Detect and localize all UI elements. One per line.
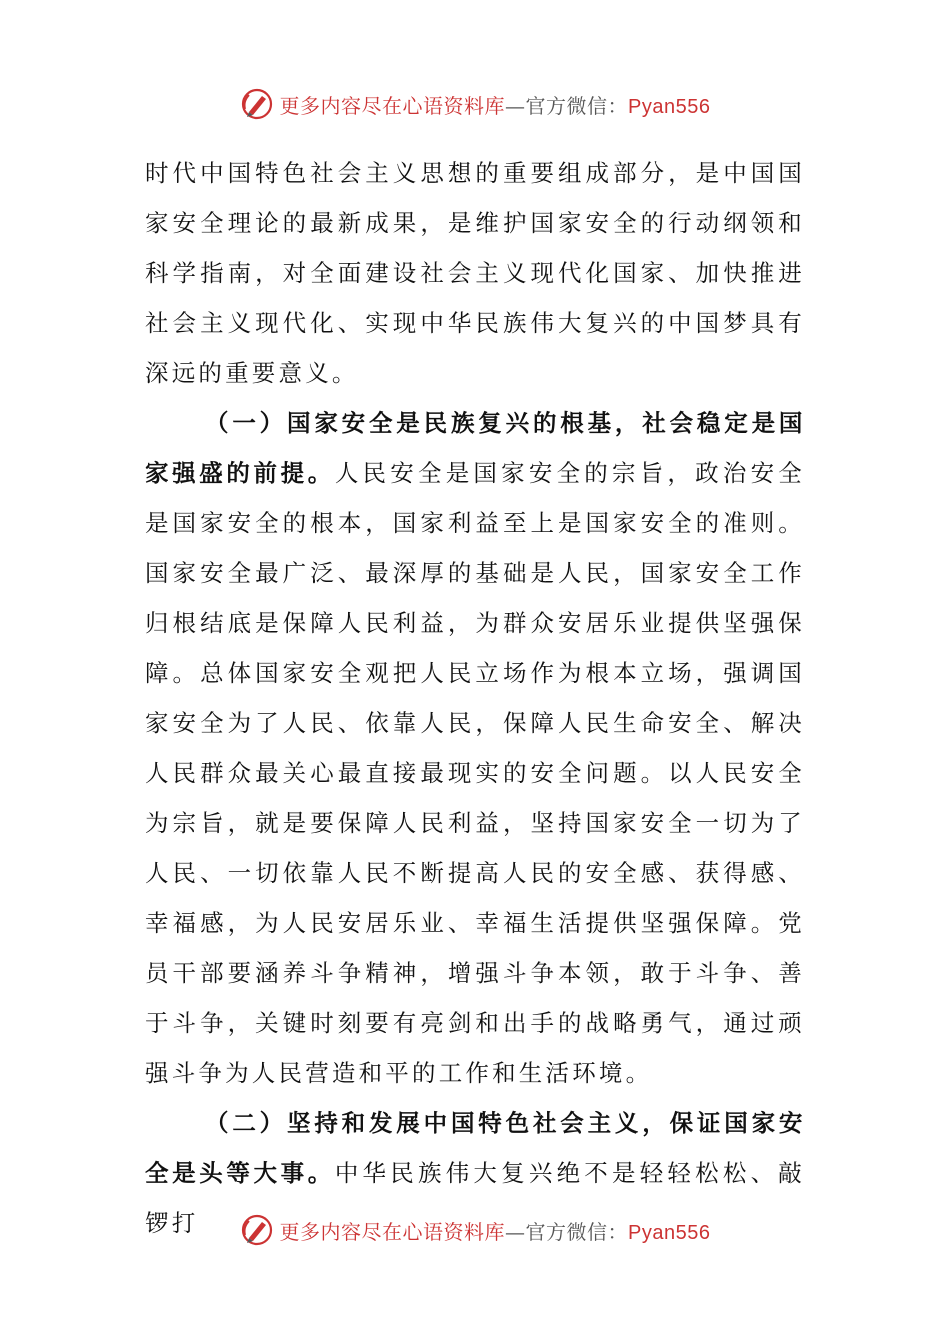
footer-banner-inner	[240, 1213, 711, 1247]
footer-banner-text	[280, 1216, 711, 1245]
header-brand-text: 更多内容尽在心语资料库	[279, 93, 506, 118]
footer-brand-text: 更多内容尽在心语资料库	[279, 1219, 506, 1244]
header-banner	[0, 84, 950, 124]
paragraph-3-heading: （二）坚持和发展中国特色社会主义，保证国家安全是头等大事。	[145, 1109, 805, 1187]
pen-logo-icon	[240, 1213, 274, 1247]
header-banner-text	[280, 90, 711, 119]
header-wechat-id: Pyan556	[628, 95, 711, 118]
paragraph-1-text: 时代中国特色社会主义思想的重要组成部分，是中国国家安全理论的最新成果，是维护国家安全的行动纲领和科学指南，对全面建设社会主义现代化国家、加快推进社会主义现代化、实现中华民族伟大复兴的中国梦具有深远的重要意义。	[145, 159, 805, 387]
footer-wechat-id: Pyan556	[628, 1221, 711, 1244]
pen-logo-icon	[240, 87, 274, 121]
footer-dash: —	[505, 1219, 526, 1244]
paragraph-2	[145, 398, 805, 1098]
footer-banner	[0, 1210, 950, 1250]
paragraph-2-heading: （一）国家安全是民族复兴的根基，社会稳定是国家强盛的前提。	[145, 409, 805, 487]
paragraph-1	[145, 148, 805, 398]
paragraph-2-text: 人民安全是国家安全的宗旨，政治安全是国家安全的根本，国家利益至上是国家安全的准则。国家安全最广泛、最深厚的基础是人民，国家安全工作归根结底是保障人民利益，为群众安居乐业提供坚强保障。总体国家安全观把人民立场作为根本立场，强调国家安全为了人民、依靠人民，保障人民生命安全、解决人民群众最关心最直接最现实的安全问题。以人民安全为宗旨，就是要保障人民利益，坚持国家安全一切为了人民、一切依靠人民不断提高人民的安全感、获得感、幸福感，为人民安居乐业、幸福生活提供坚强保障。党员干部要涵养斗争精神，增强斗争本领，敢于斗争、善于斗争，关键时刻要有亮剑和出手的战略勇气，通过顽强斗争为人民营造和平的工作和生活环境。	[145, 459, 805, 1087]
paragraph-3-text: 中华民族伟大复兴绝不是轻轻松松、敲锣打	[145, 1159, 805, 1237]
footer-wechat-label: 官方微信：	[525, 1219, 629, 1244]
header-dash: —	[505, 93, 526, 118]
header-banner-inner	[240, 87, 711, 121]
header-wechat-label: 官方微信：	[525, 93, 629, 118]
document-body	[145, 148, 805, 1248]
